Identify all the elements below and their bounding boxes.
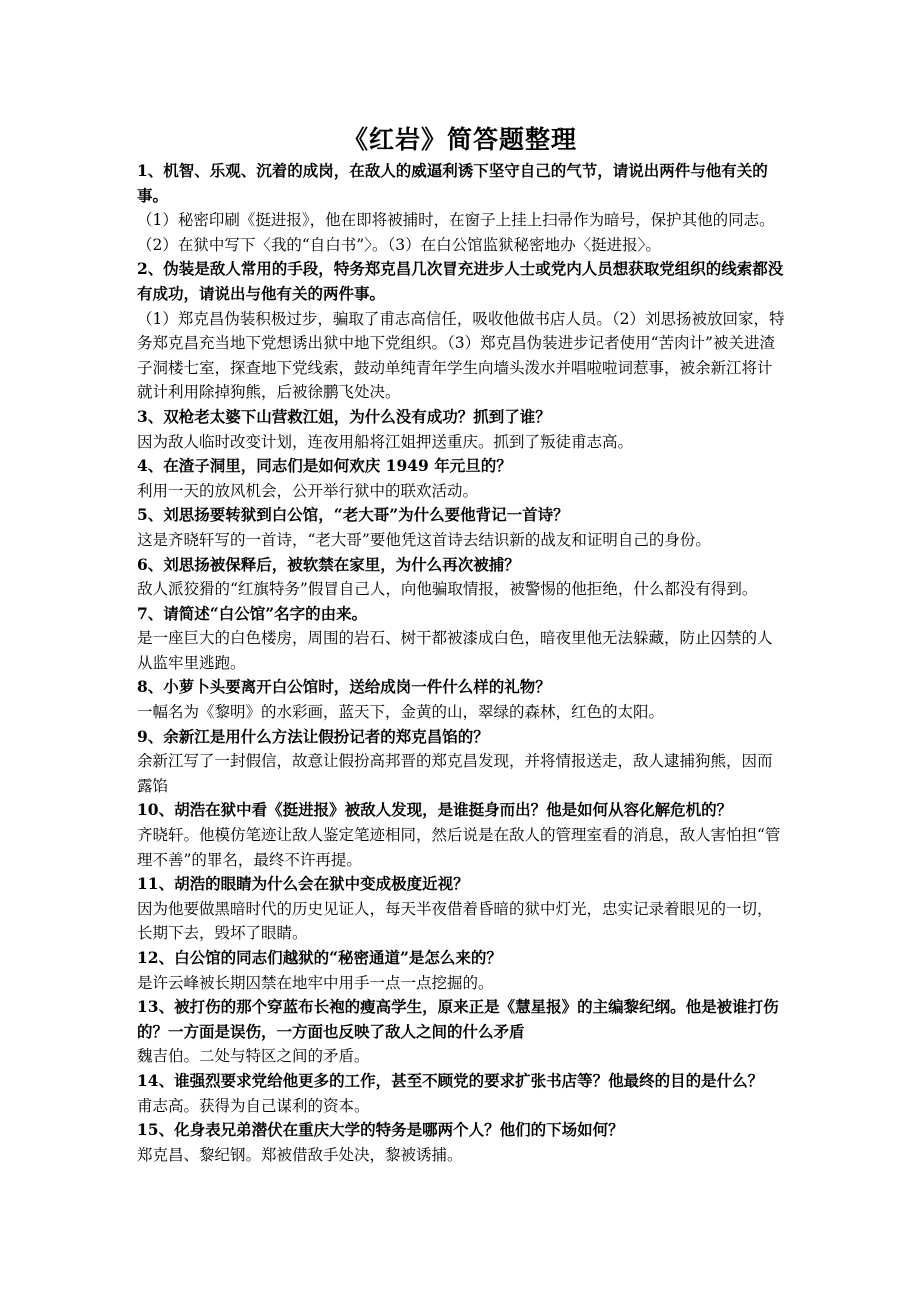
answer-5: 这是齐晓轩写的一首诗，“老大哥”要他凭这首诗去结识新的战友和证明自己的身份。	[137, 530, 711, 549]
answer-3: 因为敌人临时改变计划，连夜用船将江姐押送重庆。抓到了叛徒甫志高。	[137, 432, 634, 451]
answer-7: 是一座巨大的白色楼房，周围的岩石、树干都被漆成白色，暗夜里他无法躲藏，防止囚禁的人从监牢里逃跑。	[137, 629, 773, 672]
answer-15: 郑克昌、黎纪钢。郑被借敌手处决，黎被诱捕。	[137, 1145, 463, 1164]
question-4: 4、在渣子洞里，同志们是如何欢庆 1949 年元旦的？	[137, 456, 512, 476]
question-13: 13、被打伤的那个穿蓝布长袍的瘦高学生，原来正是《慧星报》的主编黎纪纲。他是被谁打伤的？一方面是误伤，一方面也反映了敌人之间的什么矛盾	[137, 997, 779, 1041]
question-1: 1、机智、乐观、沉着的成岗，在敌人的威逼利诱下坚守自己的气节，请说出两件与他有关的事。	[137, 161, 768, 205]
answer-2: （1）郑克昌伪装积极过步，骗取了甫志高信任，吸收他做书店人员。（2）刘思扬被放回家，特务郑克昌充当地下党想诱出狱中地下党组织。（3）郑克昌伪装进步记者使用“苦肉计”被关进渣子洞楼七室，探查地下党线索，鼓动单纯青年学生向墙头泼水并唱啦啦词惹事，被余新江将计就计利用除掉狗熊，后被徐鹏飞处决。	[137, 309, 785, 402]
question-12: 12、白公馆的同志们越狱的“秘密通道”是怎么来的？	[137, 948, 502, 967]
answer-13: 魏吉伯。二处与特区之间的矛盾。	[137, 1047, 370, 1066]
question-5: 5、刘思扬要转狱到白公馆，“老大哥”为什么要他背记一首诗？	[137, 505, 569, 525]
answer-11: 因为他要做黑暗时代的历史见证人，每天半夜借着昏暗的狱中灯光，忠实记录着眼见的一切，长期下去，毁坏了眼睛。	[137, 899, 773, 943]
answer-12: 是许云峰被长期囚禁在地牢中用手一点一点挖掘的。	[137, 973, 494, 992]
question-2: 2、伪装是敌人常用的手段，特务郑克昌几次冒充进步人士或党内人员想获取党组织的线索都没有成功，请说出与他有关的两件事。	[137, 259, 784, 303]
answer-14: 甫志高。获得为自己谋利的资本。	[137, 1096, 370, 1115]
question-8: 8、小萝卜头要离开白公馆时，送给成岗一件什么样的礼物？	[137, 677, 551, 697]
qa-list	[137, 159, 785, 1167]
answer-10: 齐晓轩。他模仿笔迹让敌人鉴定笔迹相同，然后说是在敌人的管理室看的消息，敌人害怕担“管理不善”的罪名，最终不许再提。	[137, 826, 781, 869]
document-title: 《红岩》简答题整理	[342, 125, 577, 154]
question-3: 3、双枪老太婆下山营救江姐，为什么没有成功？抓到了谁？	[137, 406, 551, 426]
question-11: 11、胡浩的眼睛为什么会在狱中变成极度近视？	[137, 874, 469, 894]
answer-1: （1）秘密印刷《挺进报》，他在即将被捕时，在窗子上挂上扫帚作为暗号，保护其他的同志。（2）在狱中写下〈我的“自白书”〉。（3）在白公馆监狱秘密地办〈挺进报〉。	[137, 211, 775, 254]
question-15: 15、化身表兄弟潜伏在重庆大学的特务是哪两个人？他们的下场如何？	[137, 1120, 624, 1140]
answer-6: 敌人派狡猾的“红旗特务”假冒自己人，向他骗取情报，被警惕的他拒绝，什么都没有得到。	[137, 580, 758, 599]
answer-9: 余新江写了一封假信，故意让假扮高邦晋的郑克昌发现，并将情报送走，敌人逮捕狗熊，因而露馅	[137, 752, 773, 795]
question-14: 14、谁强烈要求党给他更多的工作，甚至不顾党的要求扩张书店等？他最终的目的是什么？	[137, 1070, 764, 1090]
answer-8: 一幅名为《黎明》的水彩画，蓝天下，金黄的山，翠绿的森林，红色的太阳。	[137, 703, 665, 722]
question-7: 7、请简述“白公馆”名字的由来。	[137, 603, 368, 623]
question-9: 9、余新江是用什么方法让假扮记者的郑克昌馅的？	[137, 726, 489, 746]
answer-4: 利用一天的放风机会，公开举行狱中的联欢活动。	[137, 481, 479, 500]
question-10: 10、胡浩在狱中看《挺进报》被敌人发现，是谁挺身而出？他是如何从容化解危机的？	[137, 800, 733, 820]
question-6: 6、刘思扬被保释后，被软禁在家里，为什么再次被捕？	[137, 554, 520, 574]
